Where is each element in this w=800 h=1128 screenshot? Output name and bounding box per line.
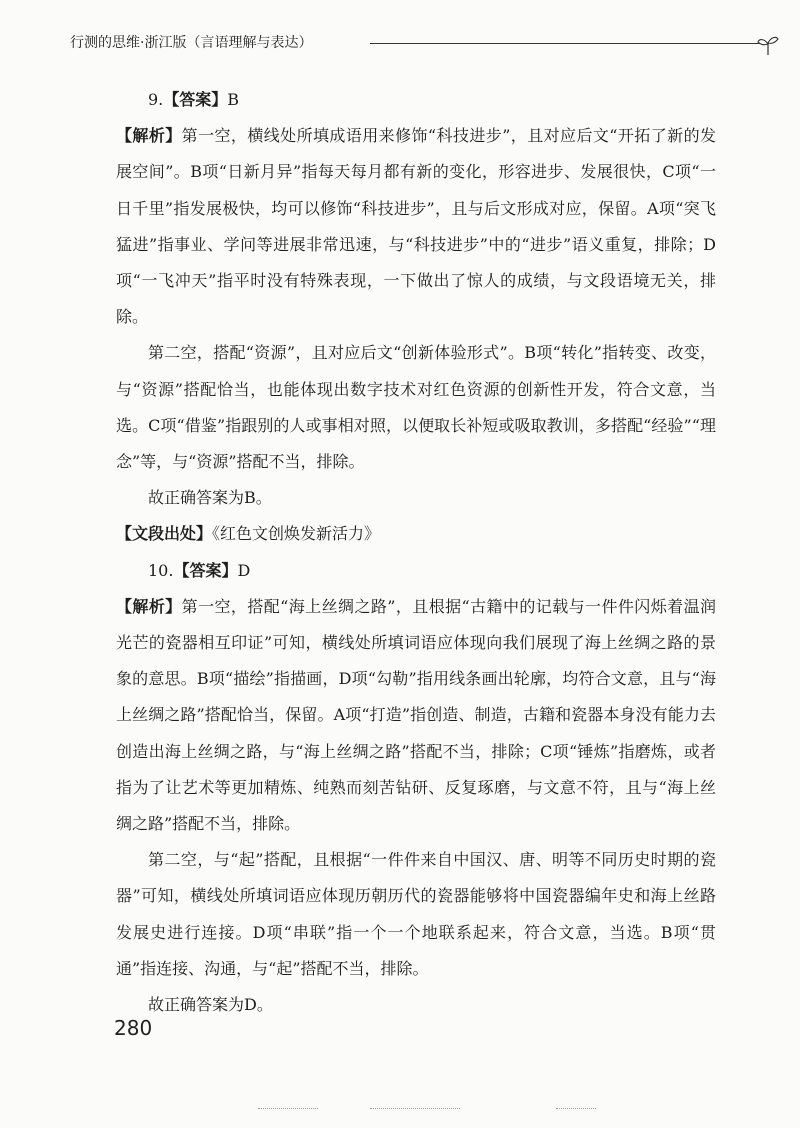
q10-answer-line: 10.【答案】D [148, 560, 251, 580]
answer-label: 【答案】 [173, 560, 238, 580]
header-rule [370, 43, 760, 44]
q9-conclusion: 故正确答案为B。 [148, 488, 272, 508]
q10-conclusion: 故正确答案为D。 [148, 995, 273, 1015]
analysis-label: 【解析】 [116, 596, 182, 616]
sprout-icon [756, 34, 780, 56]
scan-artifact [556, 1108, 596, 1111]
q10-analysis-para1: 【解析】第一空，搭配“海上丝绸之路”，且根据“古籍中的记载与一件件闪烁着温润光芒的瓷器相互印证”可知，横线处所填词语应体现向我们展现了海上丝绸之路的景象的意思。B项“描绘”指描画，D项“勾勒”指用线条画出轮廓，均符合文意，且与“海上丝绸之路”搭配恰当，保留。A项“打造”指创造、制造，古籍和瓷器本身没有能力去创造出海上丝绸之路，与“海上丝绸之路”搭配不当，排除；C项“锤炼”指磨炼，或者指为了让艺术等更加精炼、纯熟而刻苦钻研、反复琢磨，与文意不符，且与“海上丝绸之路”搭配不当，排除。 [116, 596, 716, 834]
scan-artifact [258, 1108, 318, 1111]
analysis-label: 【解析】 [116, 126, 182, 146]
running-header [70, 24, 720, 54]
answer-value: D [237, 560, 251, 580]
q10-analysis-para2: 第二空，与“起”搭配，且根据“一件件来自中国汉、唐、明等不同历史时期的瓷器”可知，横线处所填词语应体现历朝历代的瓷器能够将中国瓷器编年史和海上丝路发展史进行连接。D项“串联”指一个一个地联系起来，符合文意，当选。B项“贯通”指连接、沟通，与“起”搭配不当，排除。 [116, 850, 716, 978]
q9-analysis-para1: 【解析】第一空，横线处所填成语用来修饰“科技进步”，且对应后文“开拓了新的发展空间”。B项“日新月异”指每天每月都有新的变化，形容进步、发展很快，C项“一日千里”指发展极快，均可以修饰“科技进步”，且与后文形成对应，保留。A项“突飞猛进”指事业、学问等进展非常迅速，与“科技进步”中的“进步”语义重复，排除；D项“一飞冲天”指平时没有特殊表现，一下做出了惊人的成绩，与文段语境无关，排除。 [116, 126, 716, 327]
scan-artifact [370, 1108, 460, 1111]
header-title: 行测的思维·浙江版（言语理解与表达） [70, 35, 313, 51]
source-title: 《红色文创焕发新活力》 [212, 524, 381, 544]
source-label: 【文段出处】 [116, 524, 213, 544]
q9-answer-line: 9.【答案】B [148, 90, 240, 109]
q9-analysis-para2: 第二空，搭配“资源”，且对应后文“创新体验形式”。B项“转化”指转变、改变，与“资源”搭配恰当，也能体现出数字技术对红色资源的创新性开发，符合文意，当选。C项“借鉴”指跟别的人或事相对照，以便取长补短或吸取教训，多搭配“经验”“理念”等，与“资源”搭配不当，排除。 [116, 343, 716, 472]
answer-value: B [227, 90, 240, 109]
page-number: 280 [114, 1016, 153, 1040]
page-content [116, 82, 716, 1023]
q9-source-line [116, 516, 716, 552]
answer-label: 【答案】 [163, 90, 228, 109]
